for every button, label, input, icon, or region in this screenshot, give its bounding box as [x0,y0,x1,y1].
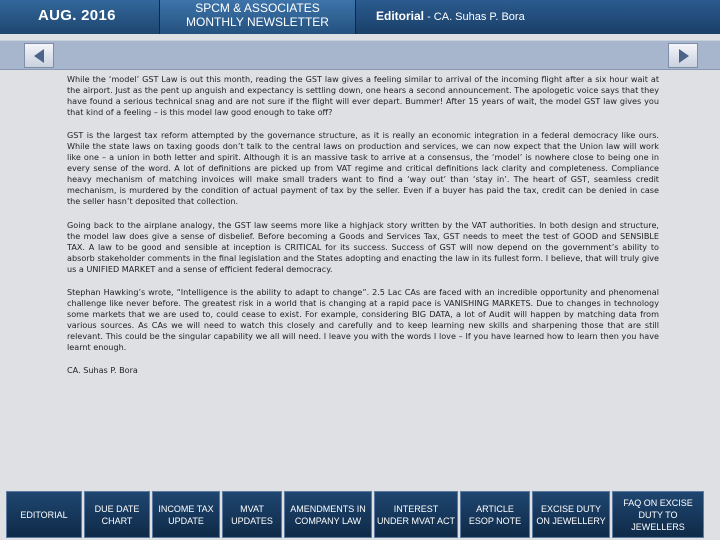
faq-excise-duty-button[interactable]: FAQ ON EXCISE DUTY TO JEWELLERS [612,491,704,538]
interest-mvat-act-button[interactable]: INTEREST UNDER MVAT ACT [374,491,458,538]
article-paragraph: While the ‘model’ GST Law is out this month, reading the GST law gives a feeling similar to arrival of the incoming flight after a six hour wait at the airport. Just as the pent up anguish and expectancy is settling down, one hears a second announcement. The apologetic voice says that they have found a serious technical snag and are not sure if the flight will ever depart. Bummer! After 15 years of wait, the model GST law gives you that kind of a feeling – is this model law good enough to take off? [67,74,659,118]
firm-name: SPCM & ASSOCIATES [195,1,320,15]
newsletter-label: MONTHLY NEWSLETTER [186,15,329,29]
author-name: - CA. Suhas P. Bora [424,11,525,23]
article-paragraph: GST is the largest tax reform attempted by the governance structure, as it is really an economic integration in a federal democracy like ours. While the state laws on taxing goods don’t talk to the central laws on production and services, we can now expect that the Union law will work like one – a union in both letter and spirit. Although it is an massive task to arrive at a consensus, the ‘model’ is nowhere close to being one in every sense of the word. A lot of definitions are picked up from VAT regime and critical definitions lack clarity and completeness. Compliance heavy mechanism of matching invoices will make small traders want to find a ‘way out’ than ‘stay in’. The heart of GST, seamless credit mechanism, is murdered by the condition of actual payment of tax by the seller. Even if a buyer has paid the tax, credit can be denied in case the seller hasn’t deposited that collection. [67,130,659,207]
article-paragraph: Going back to the airplane analogy, the GST law seems more like a highjack story written by the VAT authorities. In both design and structure, the model law does give a sense of disbelief. Before becoming a Goods and Services Tax, GST needs to meet the test of GOOD and SENSIBLE TAX. A law to be good and sensible at inception is CRITICAL for its success. Success of GST will now depend on the government’s ability to absorb stakeholder comments in the final legislation and the States adopting and enacting the law in its fullest form. I believe, that will truly give us a UNIFIED MARKET and a sense of efficient federal democracy. [67,219,659,274]
next-page-button[interactable] [668,43,698,68]
section-title [356,0,720,34]
article-paragraph: Stephan Hawking’s wrote, “Intelligence is the ability to adapt to change”. 2.5 Lac CAs are faced with an incredible opportunity and phenomenal challenge like never before. The greatest risk in a world that is changing at a rapid pace is VANISHING MARKETS. Due to changes in technology some markets that we are used to, could cease to exist. For example, considering BIG DATA, a lot of Audit will happen by matching data from various sources. As CAs we will need to watch this closely and carefully and to keep learning new skills and sharpening those that are still relevant. This could be the singular capability we all will need. I leave you with the words I love – If you have learned how to learn then you have learnt enough. [67,286,659,352]
triangle-left-icon [34,49,44,63]
firm-title [160,0,356,34]
article-esop-note-button[interactable]: ARTICLE ESOP NOTE [460,491,530,538]
triangle-right-icon [679,49,689,63]
issue-date: AUG. 2016 [0,0,160,34]
header-bar [0,0,720,34]
editorial-article [67,74,659,388]
previous-page-button[interactable] [24,43,54,68]
navigation-bar [0,40,720,70]
excise-duty-jewellery-button[interactable]: EXCISE DUTY ON JEWELLERY [532,491,610,538]
footer-nav [0,486,720,540]
editorial-button[interactable]: EDITORIAL [6,491,82,538]
due-date-chart-button[interactable]: DUE DATE CHART [84,491,150,538]
mvat-updates-button[interactable]: MVAT UPDATES [222,491,282,538]
article-signature: CA. Suhas P. Bora [67,365,138,376]
section-name: Editorial [376,9,425,23]
income-tax-update-button[interactable]: INCOME TAX UPDATE [152,491,220,538]
amendments-company-law-button[interactable]: AMENDMENTS IN COMPANY LAW [284,491,372,538]
